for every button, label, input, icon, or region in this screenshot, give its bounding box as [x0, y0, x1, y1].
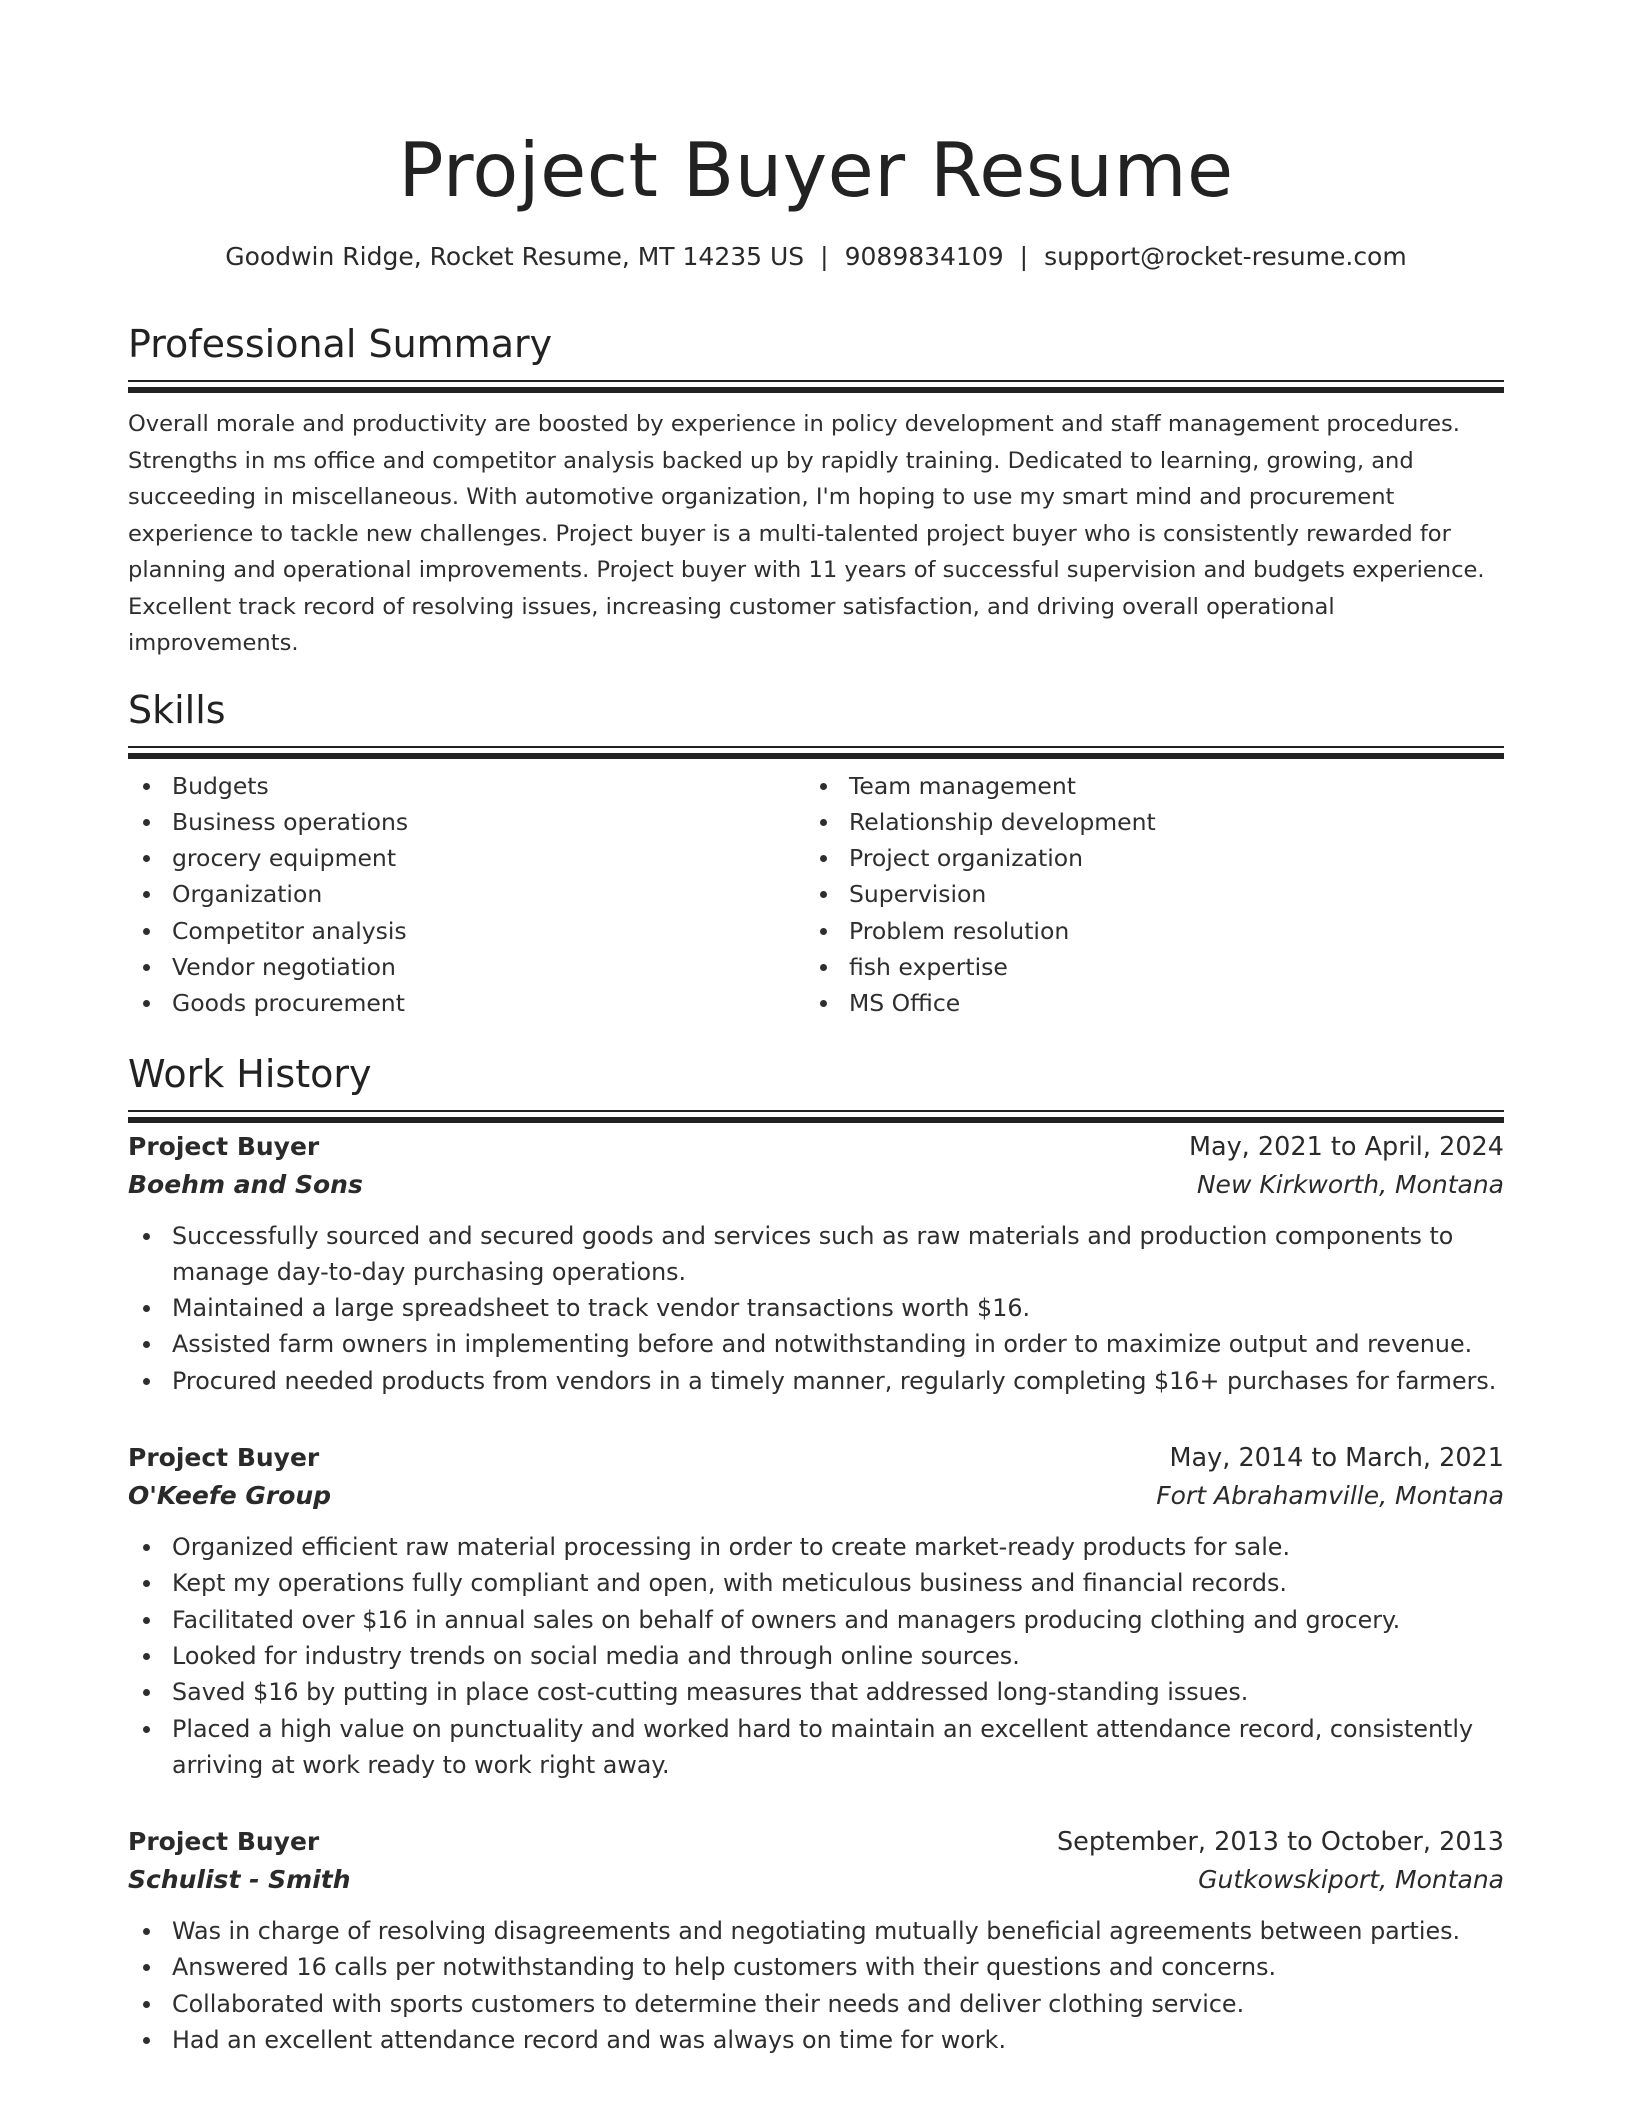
contact-separator: | [820, 242, 829, 271]
job-title: Project Buyer [128, 1827, 320, 1857]
job-entry [128, 1823, 1504, 2058]
job-dates: May, 2014 to March, 2021 [1169, 1443, 1504, 1474]
job-bullet: Placed a high value on punctuality and worked hard to maintain an excellent attendance record, consistently arriving at work ready to work right away. [128, 1711, 1504, 1784]
job-bullet: Organized efficient raw material processing in order to create market-ready products for sale. [128, 1529, 1504, 1565]
job-location: Fort Abrahamville, Montana [1156, 1481, 1504, 1511]
job-bullet: Looked for industry trends on social media and through online sources. [128, 1638, 1504, 1674]
section-heading-skills: Skills [128, 687, 226, 732]
skill-item: Relationship development [805, 804, 1482, 840]
work-history-section [128, 1052, 1504, 2059]
skill-item: MS Office [805, 985, 1482, 1021]
skills-list-left [128, 768, 805, 1022]
job-bullet: Successfully sourced and secured goods and services such as raw materials and production components to manage day-to-day purchasing operations. [128, 1218, 1504, 1291]
job-bullets [128, 1218, 1504, 1399]
job-bullet: Was in charge of resolving disagreements and negotiating mutually beneficial agreements between parties. [128, 1913, 1504, 1949]
resume-page [128, 0, 1504, 2058]
skill-item: fish expertise [805, 949, 1482, 985]
job-bullets [128, 1913, 1504, 2058]
job-bullet: Collaborated with sports customers to determine their needs and deliver clothing service. [128, 1986, 1504, 2022]
professional-summary-section [128, 322, 1504, 662]
skill-item: Business operations [128, 804, 805, 840]
job-header-row [128, 1823, 1504, 1861]
summary-text: Overall morale and productivity are boosted by experience in policy development and staff management procedures. Strengths in ms office and competitor analysis backed up by rapidly training. Dedicated to learning, growing, and succeeding in miscellaneous. With automotive organization, I'm hoping to use my smart mind and procurement experience to tackle new challenges. Project buyer is a multi-talented project buyer who is consistently rewarded for planning and operational improvements. Project buyer with 11 years of successful supervision and budgets experience. Excellent track record of resolving issues, increasing customer satisfaction, and driving overall operational improvements. [128, 411, 1485, 656]
job-company: Boehm and Sons [128, 1169, 363, 1199]
job-bullet: Maintained a large spreadsheet to track vendor transactions worth $16. [128, 1290, 1504, 1326]
job-header-row [128, 1128, 1504, 1166]
job-entry [128, 1439, 1504, 1783]
skill-item: Vendor negotiation [128, 949, 805, 985]
job-bullet: Answered 16 calls per notwithstanding to help customers with their questions and concerns. [128, 1949, 1504, 1985]
job-company: O'Keefe Group [128, 1481, 332, 1511]
contact-line [128, 240, 1504, 274]
skill-item: Budgets [128, 768, 805, 804]
job-company-row [128, 1166, 1504, 1204]
section-heading-summary: Professional Summary [128, 322, 553, 366]
job-company-row [128, 1861, 1504, 1899]
resume-title: Project Buyer Resume [398, 126, 1234, 214]
job-header-row [128, 1439, 1504, 1477]
skill-item: Competitor analysis [128, 913, 805, 949]
job-bullet: Had an excellent attendance record and was always on time for work. [128, 2022, 1504, 2058]
job-bullet: Saved $16 by putting in place cost-cutting measures that addressed long-standing issues. [128, 1674, 1504, 1710]
skill-item: Problem resolution [805, 913, 1482, 949]
skills-columns [128, 768, 1504, 1022]
job-company: Schulist - Smith [128, 1865, 351, 1895]
skill-item: Project organization [805, 840, 1482, 876]
job-title: Project Buyer [128, 1131, 320, 1161]
skill-item: Supervision [805, 876, 1482, 912]
job-location: Gutkowskiport, Montana [1198, 1865, 1504, 1895]
job-entry [128, 1128, 1504, 1399]
job-bullet: Assisted farm owners in implementing before and notwithstanding in order to maximize output and revenue. [128, 1326, 1504, 1362]
section-divider [128, 380, 1504, 382]
skill-item: Organization [128, 876, 805, 912]
contact-address: Goodwin Ridge, Rocket Resume, MT 14235 US [225, 242, 805, 271]
job-location: New Kirkworth, Montana [1196, 1169, 1504, 1199]
contact-separator: | [1019, 242, 1029, 271]
skills-section [128, 688, 1504, 1022]
skill-item: grocery equipment [128, 840, 805, 876]
job-bullets [128, 1529, 1504, 1783]
skills-list-right [805, 768, 1482, 1022]
job-company-row [128, 1477, 1504, 1515]
section-heading-work-history: Work History [128, 1051, 372, 1096]
contact-phone: 9089834109 [844, 242, 1004, 271]
contact-email: support@rocket-resume.com [1044, 242, 1407, 271]
job-bullet: Kept my operations fully compliant and open, with meticulous business and financial records. [128, 1565, 1504, 1601]
job-dates: May, 2021 to April, 2024 [1188, 1131, 1504, 1162]
job-bullet: Procured needed products from vendors in a timely manner, regularly completing $16+ purchases for farmers. [128, 1363, 1504, 1399]
job-title: Project Buyer [128, 1443, 320, 1473]
skill-item: Goods procurement [128, 985, 805, 1021]
job-bullet: Facilitated over $16 in annual sales on behalf of owners and managers producing clothing and grocery. [128, 1602, 1504, 1638]
job-dates: September, 2013 to October, 2013 [1056, 1827, 1504, 1858]
section-divider [128, 746, 1504, 748]
skill-item: Team management [805, 768, 1482, 804]
section-divider [128, 1110, 1504, 1112]
